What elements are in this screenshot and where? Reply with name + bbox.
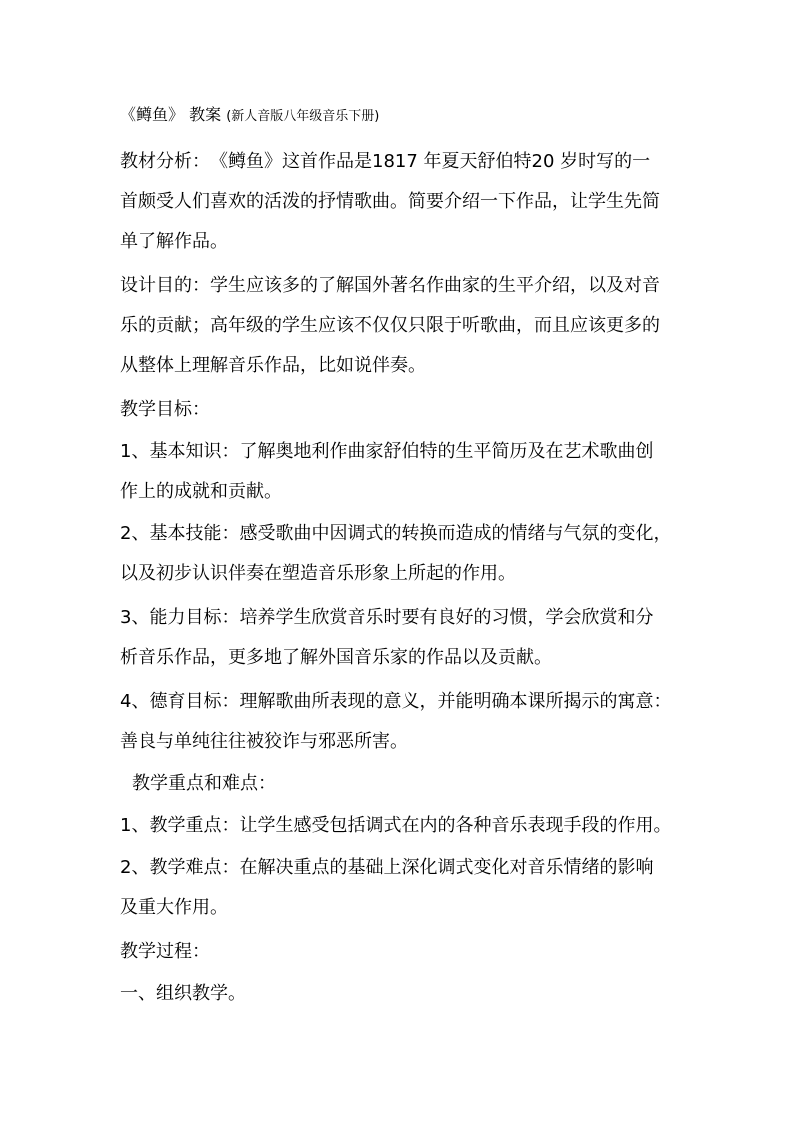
- paragraph-line: 从整体上理解音乐作品，比如说伴奏。: [120, 355, 426, 376]
- paragraph-line: 1、教学重点：让学生感受包括调式在内的各种音乐表现手段的作用。: [120, 815, 672, 836]
- paragraph-line: 设计目的：学生应该多的了解国外著名作曲家的生平介绍，以及对音: [120, 275, 660, 296]
- paragraph-line: 首颇受人们喜欢的活泼的抒情歌曲。简要介绍一下作品，让学生先简: [120, 191, 660, 212]
- paragraph-line: 3、能力目标：培养学生欣赏音乐时要有良好的习惯，学会欣赏和分: [120, 607, 654, 628]
- paragraph-line: 教材分析： 《鳟鱼》这首作品是1817 年夏天舒伯特20 岁时写的一: [120, 151, 651, 172]
- section-heading: 教学重点和难点：: [132, 773, 276, 794]
- paragraph-line: 析音乐作品，更多地了解外国音乐家的作品以及贡献。: [120, 647, 552, 668]
- section-heading: 教学过程：: [120, 941, 210, 962]
- paragraph-line: 2、基本技能：感受歌曲中因调式的转换而造成的情绪与气氛的变化，: [120, 523, 672, 544]
- paragraph-line: 2、教学难点：在解决重点的基础上深化调式变化对音乐情绪的影响: [120, 857, 654, 878]
- paragraph-line: 单了解作品。: [120, 231, 228, 252]
- paragraph-line: 作上的成就和贡献。: [120, 481, 282, 502]
- section-heading: 教学目标：: [120, 399, 210, 420]
- document-title: [120, 104, 379, 128]
- paragraph-line: 善良与单纯往往被狡诈与邪恶所害。: [120, 731, 408, 752]
- document-title-subtitle: (新人音版八年级音乐下册): [226, 109, 380, 124]
- document-title-main: 《鳟鱼》 教案: [120, 105, 222, 124]
- paragraph-line: 1、基本知识：了解奥地利作曲家舒伯特的生平简历及在艺术歌曲创: [120, 441, 654, 462]
- paragraph-line: 一、组织教学。: [120, 983, 246, 1004]
- paragraph-line: 4、德育目标：理解歌曲所表现的意义，并能明确本课所揭示的寓意：: [120, 691, 672, 712]
- paragraph-line: 及重大作用。: [120, 897, 228, 918]
- paragraph-line: 乐的贡献；高年级的学生应该不仅仅只限于听歌曲，而且应该更多的: [120, 315, 660, 336]
- paragraph-line: 以及初步认识伴奏在塑造音乐形象上所起的作用。: [120, 563, 516, 584]
